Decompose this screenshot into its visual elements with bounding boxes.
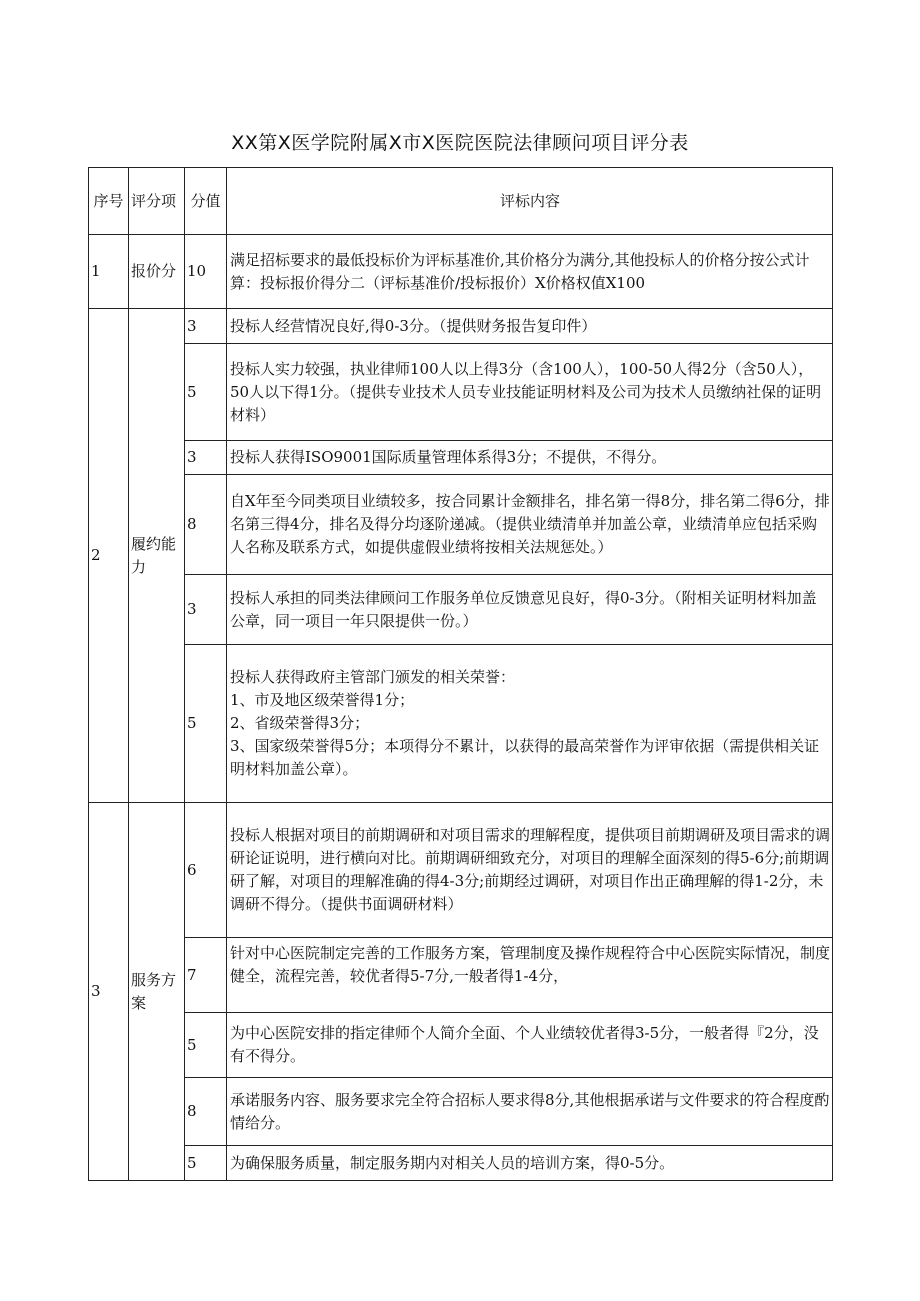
header-no: 序号	[89, 168, 129, 235]
table-row	[89, 1013, 833, 1078]
page-title: XX第X医学院附属X市X医院医院法律顾问项目评分表	[231, 132, 689, 154]
row-content: 承诺服务内容、服务要求完全符合招标人要求得8分,其他根据承诺与文件要求的符合程度酌情给分。	[227, 1078, 833, 1146]
row-score: 5	[185, 645, 227, 803]
group-item: 服务方案	[129, 803, 185, 1181]
row-score: 5	[185, 1013, 227, 1078]
header-item: 评分项	[129, 168, 185, 235]
table-row	[89, 575, 833, 645]
row-content: 为中心医院安排的指定律师个人简介全面、个人业绩较优者得3-5分，一般者得『2分，没有不得分。	[227, 1013, 833, 1078]
group-no: 1	[89, 235, 129, 309]
table-row	[89, 309, 833, 344]
row-content: 投标人获得政府主管部门颁发的相关荣誉： 1、市及地区级荣誉得1分； 2、省级荣誉得3分； 3、国家级荣誉得5分；本项得分不累计，以获得的最高荣誉作为评审依据（需提供相关证明材料加盖公章）。	[227, 645, 833, 803]
group-no: 2	[89, 309, 129, 803]
row-content: 满足招标要求的最低投标价为评标基准价,其价格分为满分,其他投标人的价格分按公式计算：投标报价得分二（评标基准价/投标报价）X价格权值X100	[227, 235, 833, 309]
row-content: 投标人实力较强，执业律师100人以上得3分（含100人），100-50人得2分（含50人），50人以下得1分。（提供专业技术人员专业技能证明材料及公司为技术人员缴纳社保的证明材料）	[227, 344, 833, 441]
row-score: 3	[185, 309, 227, 344]
table-row	[89, 938, 833, 1013]
table-row	[89, 235, 833, 309]
row-score: 6	[185, 803, 227, 938]
row-score: 5	[185, 344, 227, 441]
group-no: 3	[89, 803, 129, 1181]
table-row	[89, 344, 833, 441]
row-score: 8	[185, 1078, 227, 1146]
row-content: 投标人根据对项目的前期调研和对项目需求的理解程度，提供项目前期调研及项目需求的调研论证说明，进行横向对比。前期调研细致充分，对项目的理解全面深刻的得5-6分;前期调研了解，对项目的理解准确的得4-3分;前期经过调研，对项目作出正确理解的得1-2分，未调研不得分。（提供书面调研材料）	[227, 803, 833, 938]
group-item: 履约能力	[129, 309, 185, 803]
table-header-row	[89, 168, 833, 235]
table-row	[89, 645, 833, 803]
row-score: 3	[185, 575, 227, 645]
header-content: 评标内容	[227, 168, 833, 235]
row-content: 投标人承担的同类法律顾问工作服务单位反馈意见良好，得0-3分。（附相关证明材料加盖公章，同一项目一年只限提供一份。）	[227, 575, 833, 645]
table-row	[89, 1146, 833, 1181]
row-content: 针对中心医院制定完善的工作服务方案，管理制度及操作规程符合中心医院实际情况，制度健全，流程完善，较优者得5-7分,一般者得1-4分，	[227, 938, 833, 1013]
header-score: 分值	[185, 168, 227, 235]
row-score: 3	[185, 441, 227, 475]
table-row	[89, 1078, 833, 1146]
row-content: 投标人经营情况良好,得0-3分。（提供财务报告复印件）	[227, 309, 833, 344]
row-score: 5	[185, 1146, 227, 1181]
row-content: 自X年至今同类项目业绩较多，按合同累计金额排名，排名第一得8分，排名第二得6分，排名第三得4分，排名及得分均逐阶递减。（提供业绩清单并加盖公章，业绩清单应包括采购人名称及联系方式，如提供虚假业绩将按相关法规惩处。）	[227, 475, 833, 575]
scoring-table	[88, 167, 833, 1181]
row-content: 投标人获得ISO9001国际质量管理体系得3分；不提供，不得分。	[227, 441, 833, 475]
row-score: 10	[185, 235, 227, 309]
row-score: 7	[185, 938, 227, 1013]
group-item: 报价分	[129, 235, 185, 309]
row-content: 为确保服务质量，制定服务期内对相关人员的培训方案，得0-5分。	[227, 1146, 833, 1181]
table-row	[89, 803, 833, 938]
table-row	[89, 441, 833, 475]
row-score: 8	[185, 475, 227, 575]
table-row	[89, 475, 833, 575]
